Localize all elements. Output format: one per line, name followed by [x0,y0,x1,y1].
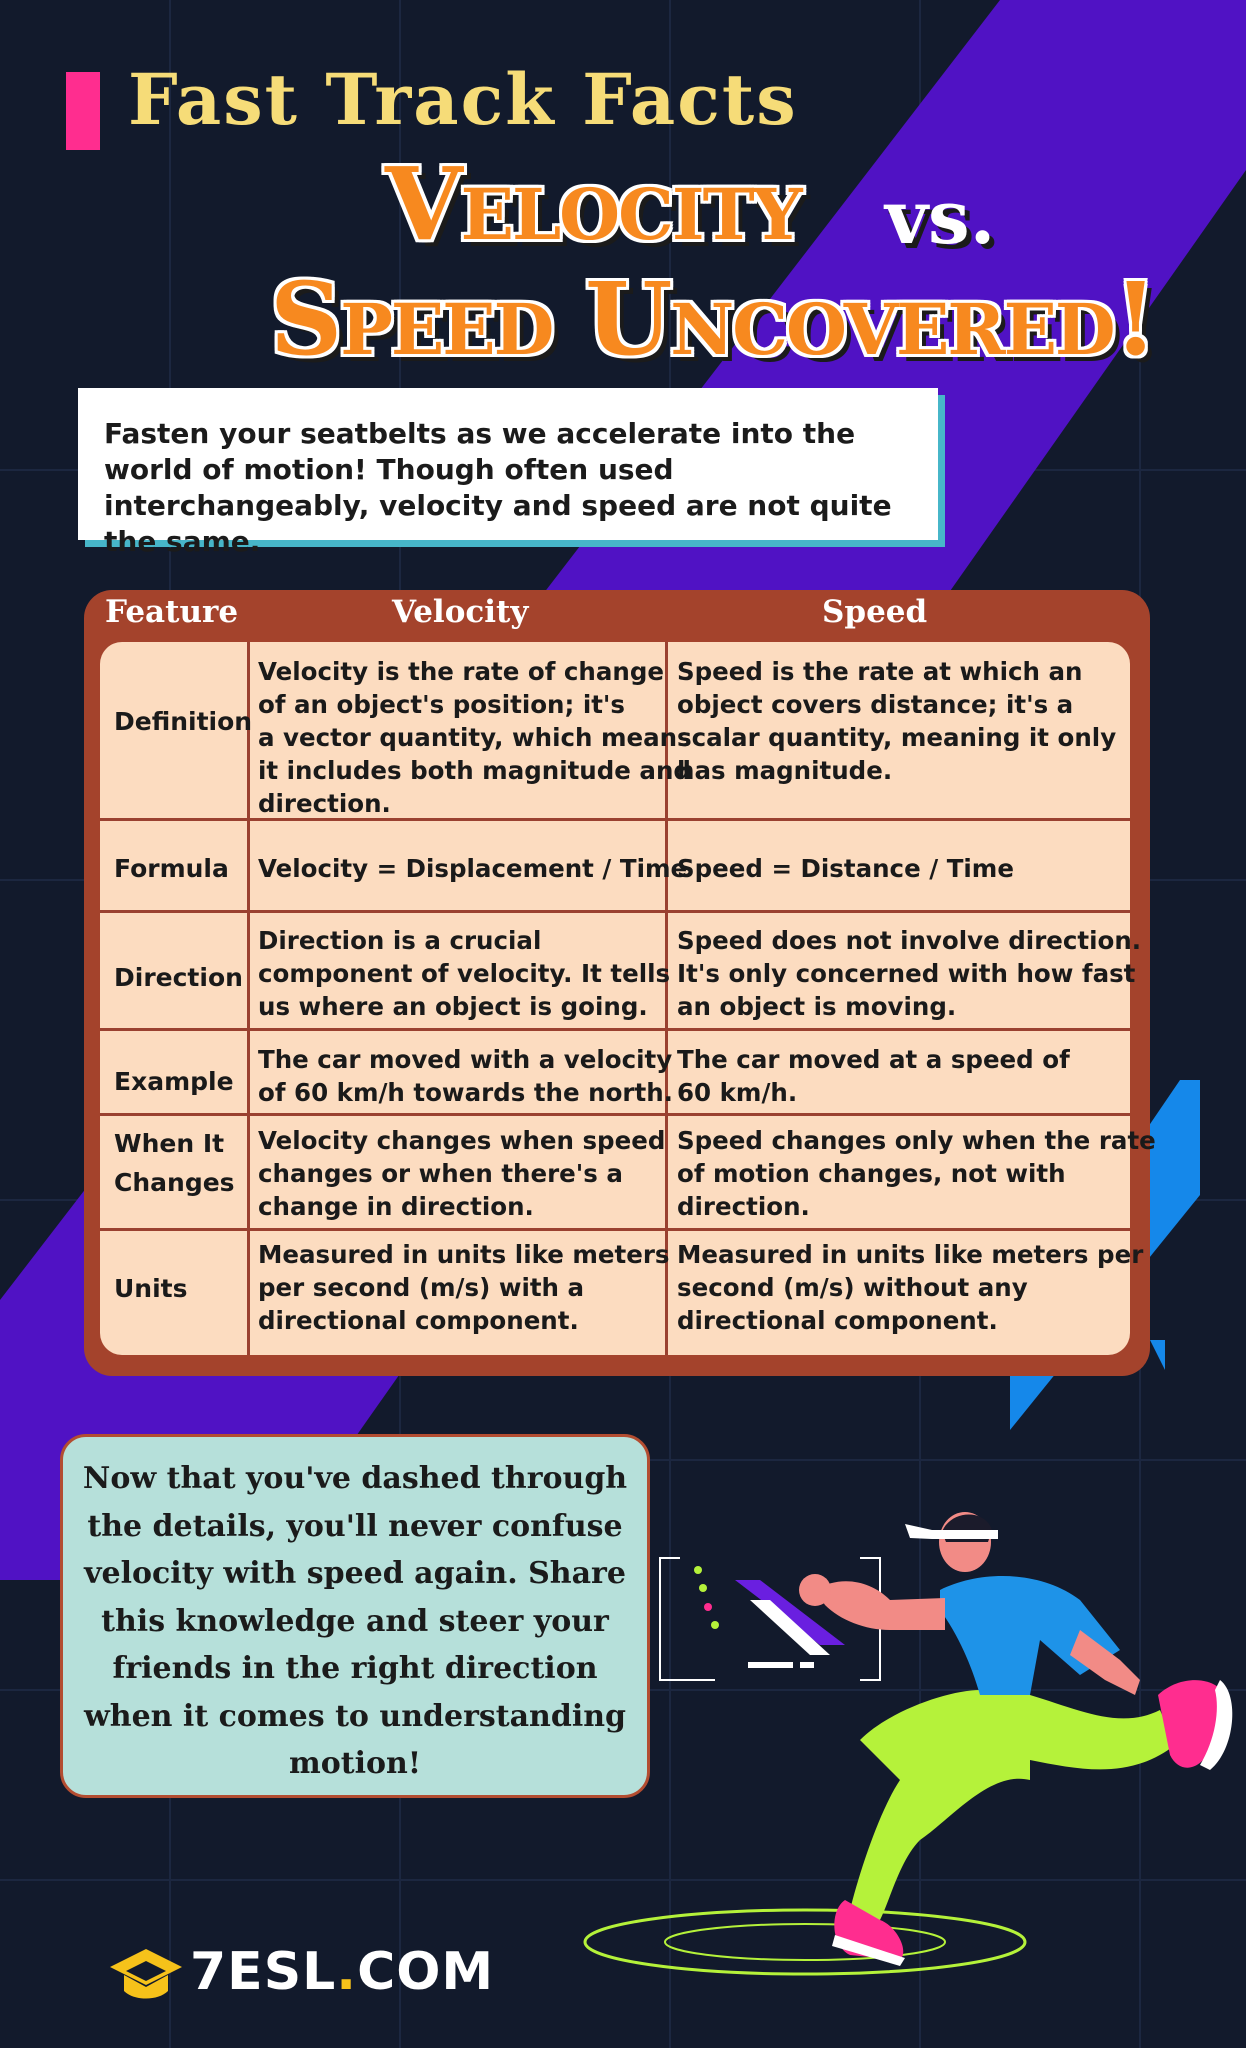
velocity-when-it-changes: Velocity changes when speed changes or when there's a change in direction. [258,1126,666,1221]
speed-example: The car moved at a speed of 60 km/h. [677,1045,1070,1107]
velocity-definition: Velocity is the rate of change of an object's position; it's a vector quantity, which means it includes both magnitude and direction. [258,657,692,818]
speed-when-it-changes: Speed changes only when the rate of motion changes, not with direction. [677,1126,1156,1221]
feature-formula: Formula [114,854,229,883]
title-vs: vs. [885,175,996,261]
row-divider [100,910,1130,913]
graduation-cap-logo-icon [108,1945,184,2005]
velocity-example: The car moved with a velocity of 60 km/h towards the north. [258,1045,673,1107]
feature-direction: Direction [114,963,243,992]
velocity-units: Measured in units like meters per second (m/s) with a directional component. [258,1240,670,1335]
feature-definition: Definition [114,707,253,736]
blue-accent-corner [1150,1340,1165,1370]
title-velocity: Velocity [385,145,801,263]
kicker-accent-bar [66,72,100,150]
intro-text: Fasten your seatbelts as we accelerate into the world of motion! Though often used interchangeably, velocity and speed are not quite the same. [78,388,938,540]
header-velocity: Velocity [392,594,529,630]
feature-when-it-changes: When It Changes [114,1129,235,1197]
column-divider [247,642,250,1355]
feature-example: Example [114,1067,234,1096]
title-speed-uncovered: Speed Uncovered! [270,260,1156,378]
summary-box: Now that you've dashed through the details, you'll never confuse velocity with speed again. Share this knowledge and steer your friends in the right direction when it comes to understanding motion! [60,1434,650,1798]
feature-units: Units [114,1274,188,1303]
row-divider [100,1228,1130,1231]
header-feature: Feature [105,594,239,630]
brand-logo-text: 7ESL.COM [190,1942,495,2002]
velocity-formula: Velocity = Displacement / Time [258,854,688,883]
speed-units: Measured in units like meters per second (m/s) without any directional component. [677,1240,1144,1335]
speed-direction: Speed does not involve direction. It's only concerned with how fast an object is moving. [677,926,1142,1021]
speed-formula: Speed = Distance / Time [677,854,1014,883]
speed-definition: Speed is the rate at which an object covers distance; it's a scalar quantity, meaning it only has magnitude. [677,657,1117,785]
row-divider [100,1113,1130,1116]
header-speed: Speed [822,594,928,630]
kicker-heading: Fast Track Facts [128,58,798,141]
row-divider [100,1028,1130,1031]
running-man-illustration [560,1480,1240,1980]
velocity-direction: Direction is a crucial component of velocity. It tells us where an object is going. [258,926,671,1021]
